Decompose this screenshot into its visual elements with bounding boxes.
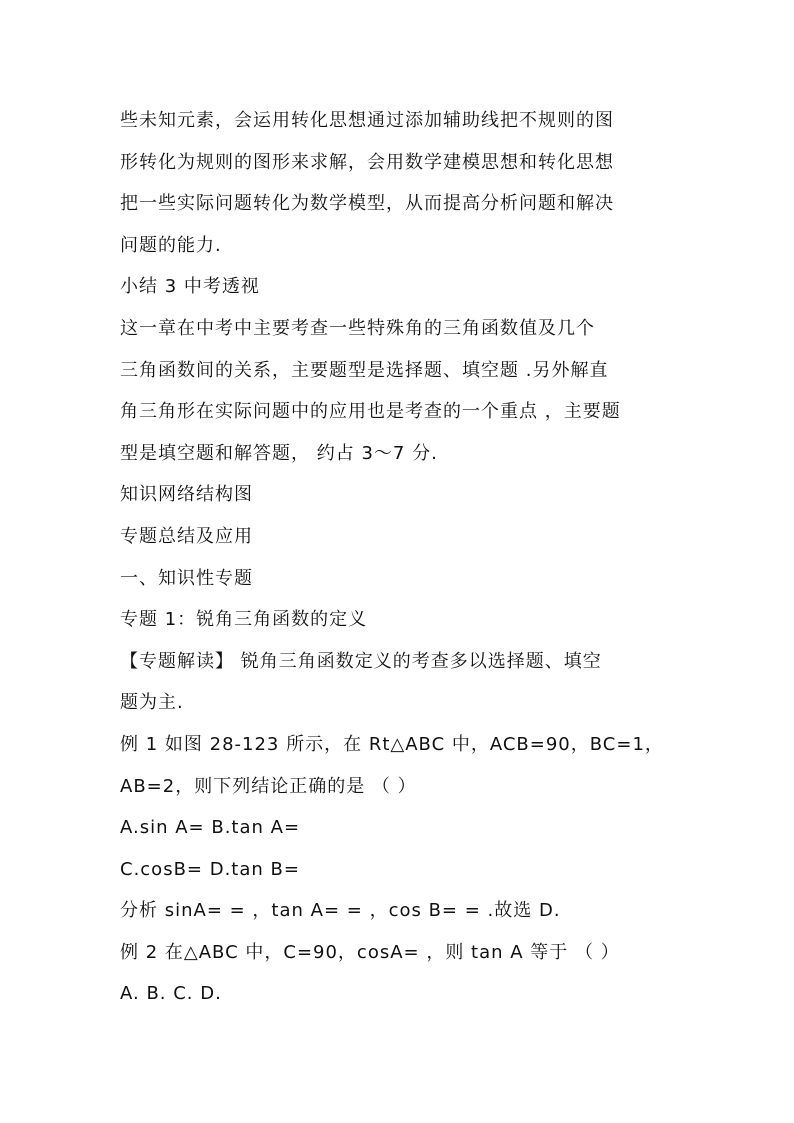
text-line: 些未知元素，会运用转化思想通过添加辅助线把不规则的图 <box>120 110 614 131</box>
text-line: 【专题解读】 锐角三角函数定义的考查多以选择题、填空 <box>120 650 602 672</box>
topic-heading: 专题 1：锐角三角函数的定义 <box>120 609 368 631</box>
analysis-line: 分析 sinA= = ，tan A= = ，cos B= = .故选 D. <box>120 900 561 922</box>
text-line: 形转化为规则的图形来求解，会用数学建模思想和转化思想 <box>120 151 614 173</box>
section-heading: 知识网络结构图 <box>120 484 253 506</box>
option-line: A.sin A= B.tan A= <box>120 817 301 839</box>
document-body <box>120 100 680 1015</box>
text-line: 把一些实际问题转化为数学模型，从而提高分析问题和解决 <box>120 193 614 215</box>
text-line: 角三角形在实际问题中的应用也是考查的一个重点 ，主要题 <box>120 401 621 423</box>
example-line: 例 2 在△ABC 中，C=90，cosA= ，则 tan A 等于 （ ） <box>120 941 620 963</box>
section-heading: 专题总结及应用 <box>120 525 253 547</box>
text-line: 这一章在中考中主要考查一些特殊角的三角函数值及几个 <box>120 317 595 339</box>
example-line: AB=2，则下列结论正确的是 （ ） <box>120 775 417 797</box>
section-heading: 小结 3 中考透视 <box>120 276 260 298</box>
option-line: A. B. C. D. <box>120 983 222 1005</box>
text-line: 问题的能力. <box>120 234 222 256</box>
example-line: 例 1 如图 28-123 所示，在 Rt△ABC 中，ACB=90，BC=1， <box>120 733 664 755</box>
text-line: 三角函数间的关系，主要题型是选择题、填空题 .另外解直 <box>120 359 609 381</box>
option-line: C.cosB= D.tan B= <box>120 858 300 880</box>
section-heading: 一、知识性专题 <box>120 567 253 589</box>
text-line: 型是填空题和解答题， 约占 3～7 分. <box>120 442 438 464</box>
text-line: 题为主. <box>120 692 184 714</box>
